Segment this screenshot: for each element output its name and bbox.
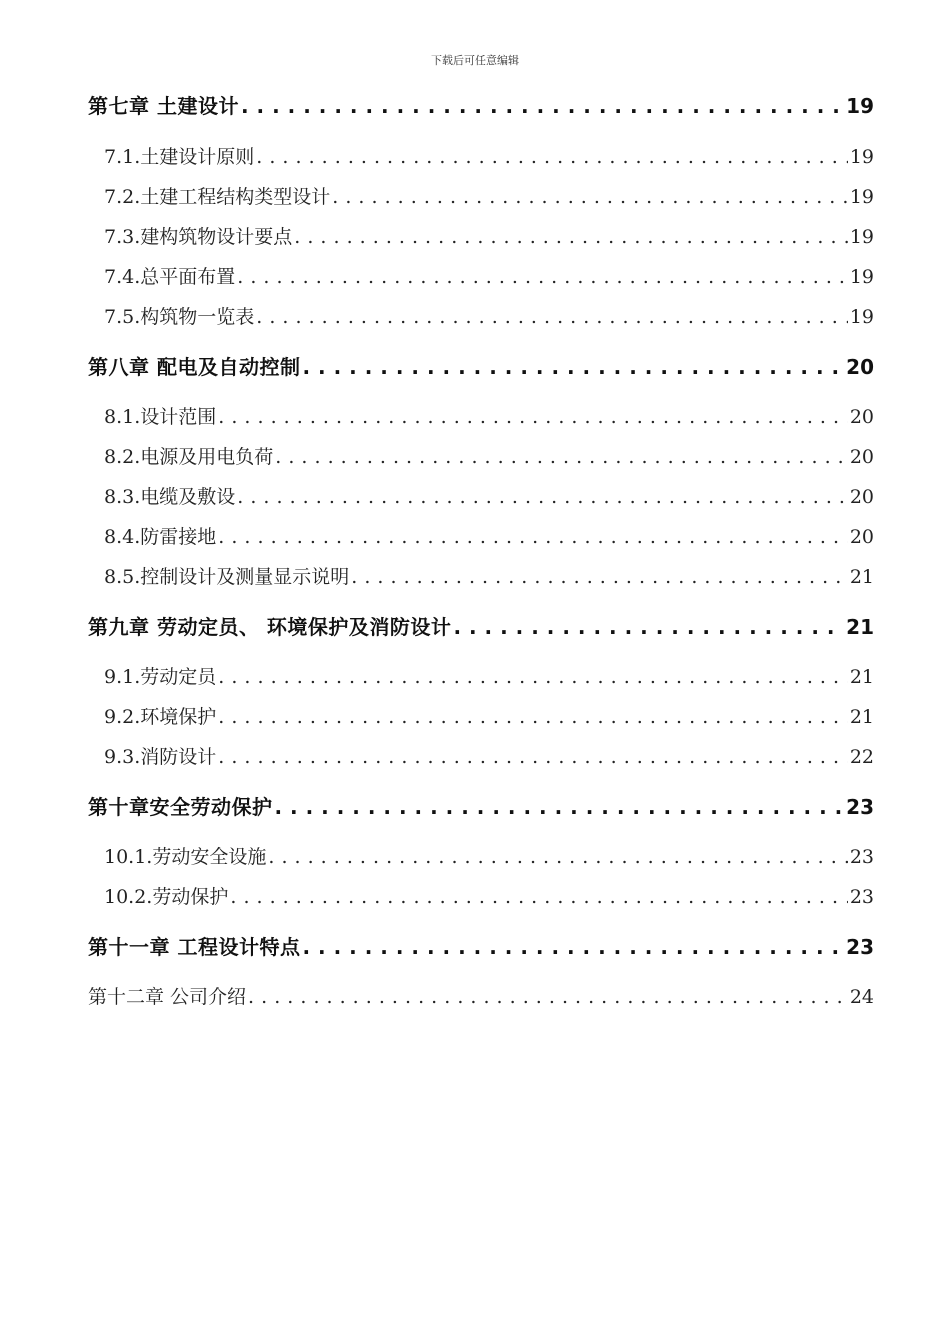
toc-entry-title: 7.3.建构筑物设计要点 (104, 226, 293, 248)
toc-entry-title: 9.1.劳动定员 (104, 666, 217, 688)
toc-entry-title: 第十二章 公司介绍 (88, 986, 247, 1008)
toc-entry-title: 10.2.劳动保护 (104, 886, 229, 908)
toc-section-9-2[interactable] (104, 703, 874, 731)
toc-entry-title: 第八章 配电及自动控制 (88, 355, 301, 379)
dot-leader (302, 353, 844, 381)
toc-entry-title: 7.4.总平面布置 (104, 266, 236, 288)
toc-entry-title: 8.3.电缆及敷设 (104, 486, 236, 508)
toc-page-number: 22 (849, 746, 874, 768)
toc-section-9-1[interactable] (104, 663, 874, 691)
toc-section-10-2[interactable] (104, 883, 874, 911)
toc-page-number: 23 (849, 886, 874, 908)
toc-entry-title: 8.4.防雷接地 (104, 526, 217, 548)
dot-leader (268, 843, 847, 871)
dot-leader (218, 523, 848, 551)
toc-section-8-3[interactable] (104, 483, 874, 511)
toc-chapter-12[interactable] (88, 983, 874, 1011)
dot-leader (230, 883, 847, 911)
toc-entry-title: 第七章 土建设计 (88, 94, 239, 118)
toc-entry-title: 10.1.劳动安全设施 (104, 846, 267, 868)
dot-leader (256, 143, 848, 171)
toc-entry-title: 7.1.土建设计原则 (104, 146, 255, 168)
toc-page-number: 19 (849, 226, 874, 248)
toc-page-number: 20 (849, 406, 874, 428)
dot-leader (218, 403, 848, 431)
toc-page-number: 19 (849, 306, 874, 328)
toc-section-7-2[interactable] (104, 183, 874, 211)
toc-page-number: 23 (849, 846, 874, 868)
toc-entry-title: 第十一章 工程设计特点 (88, 935, 301, 959)
toc-section-8-1[interactable] (104, 403, 874, 431)
toc-chapter-11[interactable] (88, 933, 874, 961)
dot-leader (302, 933, 844, 961)
toc-section-8-2[interactable] (104, 443, 874, 471)
toc-section-10-1[interactable] (104, 843, 874, 871)
dot-leader (237, 483, 848, 511)
dot-leader (218, 663, 848, 691)
toc-section-9-3[interactable] (104, 743, 874, 771)
toc-page-number: 20 (846, 355, 874, 379)
dot-leader (218, 743, 848, 771)
dot-leader (453, 613, 844, 641)
toc-section-8-4[interactable] (104, 523, 874, 551)
toc-entry-title: 9.3.消防设计 (104, 746, 217, 768)
toc-page-number: 24 (849, 986, 874, 1008)
toc-page-number: 21 (849, 706, 874, 728)
toc-page-number: 20 (849, 446, 874, 468)
toc-section-7-3[interactable] (104, 223, 874, 251)
toc-section-7-1[interactable] (104, 143, 874, 171)
dot-leader (275, 793, 845, 821)
toc-entry-title: 8.2.电源及用电负荷 (104, 446, 274, 468)
toc-chapter-7[interactable] (88, 92, 874, 120)
toc-page-number: 23 (846, 935, 874, 959)
dot-leader (248, 983, 848, 1011)
toc-chapter-10[interactable] (88, 793, 874, 821)
dot-leader (256, 303, 848, 331)
page-header: 下载后可任意编辑 (431, 54, 519, 67)
dot-leader (294, 223, 848, 251)
toc-entry-title: 7.5.构筑物一览表 (104, 306, 255, 328)
toc-chapter-8[interactable] (88, 353, 874, 381)
dot-leader (241, 92, 844, 120)
dot-leader (218, 703, 848, 731)
toc-page-number: 19 (846, 94, 874, 118)
toc-page-number: 21 (849, 666, 874, 688)
toc-page-number: 21 (846, 615, 874, 639)
dot-leader (275, 443, 848, 471)
toc-section-8-5[interactable] (104, 563, 874, 591)
toc-page-number: 19 (849, 186, 874, 208)
toc-entry-title: 第十章安全劳动保护 (88, 795, 273, 819)
toc-entry-title: 9.2.环境保护 (104, 706, 217, 728)
toc-entry-title: 第九章 劳动定员、 环境保护及消防设计 (88, 615, 452, 639)
toc-page-number: 19 (849, 146, 874, 168)
toc-page-number: 20 (849, 486, 874, 508)
dot-leader (237, 263, 848, 291)
toc-entry-title: 8.1.设计范围 (104, 406, 217, 428)
dot-leader (351, 563, 848, 591)
toc-page-number: 23 (846, 795, 874, 819)
toc-page-number: 19 (849, 266, 874, 288)
toc-section-7-5[interactable] (104, 303, 874, 331)
toc-entry-title: 8.5.控制设计及测量显示说明 (104, 566, 350, 588)
dot-leader (332, 183, 848, 211)
toc-entry-title: 7.2.土建工程结构类型设计 (104, 186, 331, 208)
toc-page-number: 21 (849, 566, 874, 588)
toc-page-number: 20 (849, 526, 874, 548)
toc-section-7-4[interactable] (104, 263, 874, 291)
toc-chapter-9[interactable] (88, 613, 874, 641)
